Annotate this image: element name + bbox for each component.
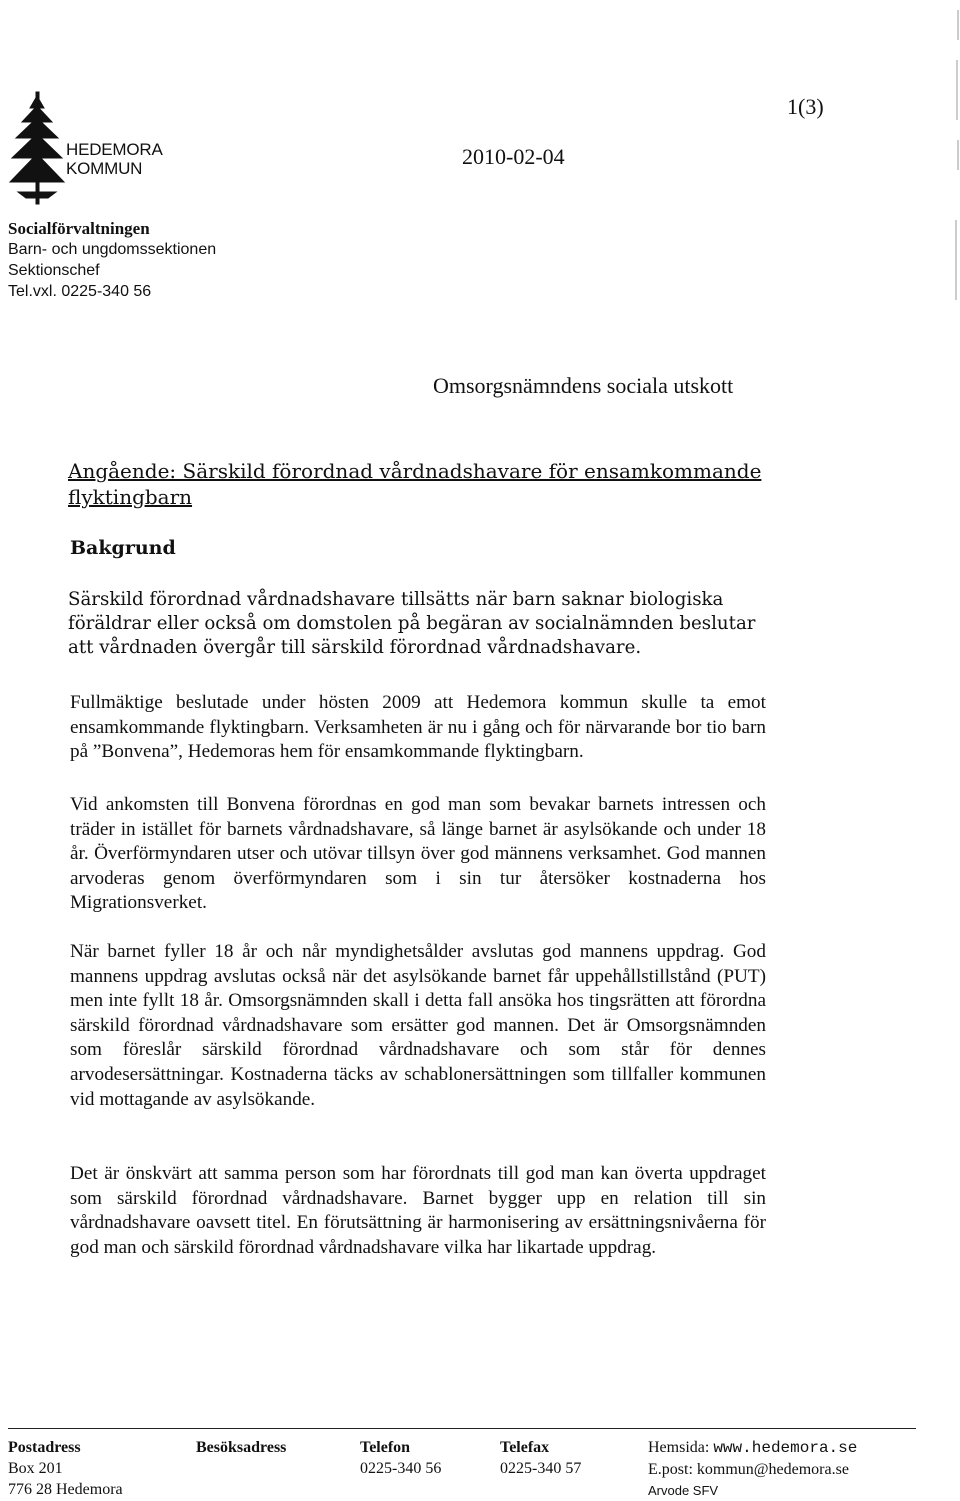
paragraph-4: När barnet fyller 18 år och når myndighetsålder avslutas god mannens uppdrag. God mannens uppdrag avslutas också när det asylsökande barnet får uppehållstillstånd (PUT) men inte fyllt 18 år. Omsorgsnämnden skall i detta fall ansöka hos tingsrätten att förordna särskild förordnad vårdnadshavare som ersätter god mannen. Det är Omsorgsnämnden som föreslår särskild förordnad vårdnadshavare och som står för dennes arvodesersättningar. Kostnaderna täcks av schablonersättningen som tillfaller kommunen vid mottagande av asylsökande. <box>70 941 766 1110</box>
recipient: Omsorgsnämndens sociala utskott <box>433 373 734 398</box>
page-number: 1(3) <box>787 94 824 119</box>
paragraph-2: Fullmäktige beslutade under hösten 2009 att Hedemora kommun skulle ta emot ensamkommande flyktingbarn. Verksamheten är nu i gång och för närvarande bor tio barn på ”Bonvena”, Hedemoras hem för ensamkommande flyktingbarn. <box>70 692 766 763</box>
department-section: Barn- och ungdomssektionen <box>8 241 217 258</box>
footer-divider <box>8 1428 916 1429</box>
organization-line-2: KOMMUN <box>66 159 143 178</box>
organization-name <box>66 140 163 178</box>
department-phone: Tel.vxl. 0225-340 56 <box>8 283 152 300</box>
department-name: Socialförvaltningen <box>8 219 150 238</box>
footer-visit-label: Besöksadress <box>196 1439 287 1456</box>
footer-postal-label: Postadress <box>8 1439 81 1456</box>
footer-contact <box>648 1437 857 1501</box>
scan-edge-noise <box>948 0 960 320</box>
footer-email-link[interactable]: kommun@hedemora.se <box>696 1461 849 1478</box>
footer-fax-label: Telefax <box>500 1439 550 1456</box>
footer-phone <box>360 1437 441 1479</box>
footer-web-link[interactable]: www.hedemora.se <box>713 1439 858 1457</box>
section-heading: Bakgrund <box>70 537 176 559</box>
paragraph-5: Det är önskvärt att samma person som har förordnats till god man kan överta uppdraget som särskild förordnad vårdnadshavare. Barnet bygger upp en relation till sin vårdnadshavare oavsett titel. En förutsättning är harmonisering av ersättningsnivåerna för god man och särskild förordnad vårdnadshavare vilka har likartade uppdrag. <box>70 1163 766 1258</box>
document-date: 2010-02-04 <box>462 144 565 169</box>
footer-phone-label: Telefon <box>360 1439 411 1456</box>
footer-phone-value: 0225-340 56 <box>360 1460 442 1477</box>
footer-postal <box>8 1437 123 1500</box>
department-block <box>8 218 216 302</box>
footer-misc: Arvode SFV <box>648 1483 719 1498</box>
paragraph-3: Vid ankomsten till Bonvena förordnas en god man som bevakar barnets intressen och träder in istället för barnets vårdnadshavare, så länge barnet är asylsökande och under 18 år. Överförmyndaren utser och utövar tillsyn över god männens verksamhet. God mannen arvoderas genom överförmyndaren som i sin tur återsöker kostnaderna hos Migrationsverket. <box>70 794 766 914</box>
footer-postal-line2: 776 28 Hedemora <box>8 1481 123 1498</box>
fir-tree-icon <box>8 88 68 208</box>
footer-fax-value: 0225-340 57 <box>500 1460 582 1477</box>
footer-web-label: Hemsida: <box>648 1439 710 1456</box>
footer-fax <box>500 1437 581 1479</box>
subject-line: Angående: Särskild förordnad vårdnadshavare för ensamkommande flyktingbarn <box>68 459 762 509</box>
footer-postal-line1: Box 201 <box>8 1460 63 1477</box>
organization-line-1: HEDEMORA <box>66 140 163 159</box>
paragraph-1: Särskild förordnad vårdnadshavare tillsätts när barn saknar biologiska föräldrar eller också om domstolen på begäran av socialnämnden beslutar att vårdnaden övergår till särskild förordnad vårdnadshavare. <box>68 589 756 658</box>
footer-email-label: E.post: <box>648 1461 693 1478</box>
footer-visit <box>196 1437 286 1458</box>
department-role: Sektionschef <box>8 262 100 279</box>
